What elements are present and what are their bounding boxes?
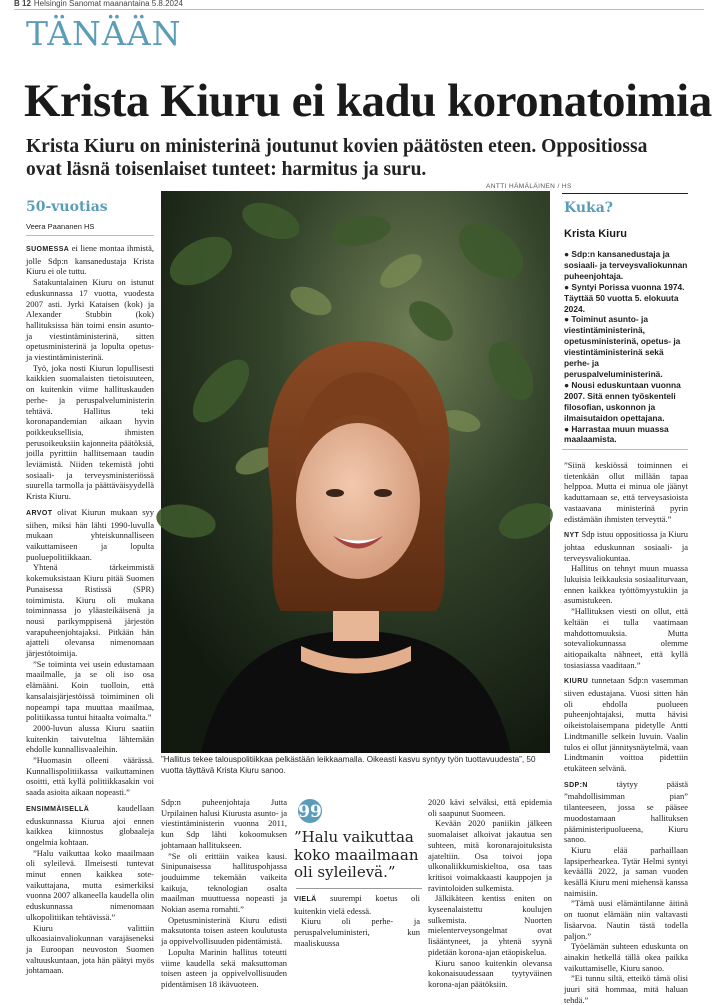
- paragraph-text: Opetusministerinä Kiuru edisti maksutonta toisen asteen koulutusta ja oppivelvollisuuden pidentämistä.: [161, 914, 287, 947]
- paragraph: [26, 243, 154, 277]
- center-article-column-cont: [294, 893, 420, 997]
- paragraph: [428, 818, 552, 893]
- pull-quote-rule: [296, 888, 422, 889]
- paragraph-text: ”Ei tunnu siltä, etteikö tämä olisi juuri sitä hommaa, mitä haluan tehdä.”: [564, 973, 688, 1005]
- portrait-photo: [161, 191, 550, 753]
- paragraph-text: täytyy päästä ”mahdollisimman pian” tilanteeseen, jossa se pääsee muodostamaan hallituksen pääministeripuolueena, Kiuru sanoo.: [564, 778, 689, 845]
- paragraph: [161, 915, 287, 947]
- paragraph-text: Kiuru elää parhaillaan lapsiperhearkea. Tytär Helmi syntyi keväällä 2022, ja saman vuoden kesällä Kiuru meni miehensä kanssa naimisiin.: [564, 844, 688, 898]
- page-header: B 12 Helsingin Sanomat maanantaina 5.8.2024: [14, 0, 183, 8]
- paragraph-text: Jälkikäteen kentiss eniten on kyseenalaistettu koulujen sulkemista. Nuorten mielenterveysongelmat ovat lisääntyneet, ja yhtenä syynä pidetään korona-ajan etäopiskelua.: [428, 893, 552, 957]
- paragraph: [564, 898, 688, 941]
- factbox-bottom-rule: [562, 449, 688, 450]
- paragraph-text: Satakuntalainen Kiuru on istunut eduskunnassa 17 vuotta, vuodesta 2007 asti. Jyrki Kataisen (kok) ja Alexander Stubbin (kok) hallituksissa hän toimi ensin asunto- ja viestintäministerinä, sitten opetusministerinä ja lopulta opetus- ja viestintäministerinä.: [26, 277, 154, 363]
- paragraph: [564, 460, 688, 524]
- paragraph: [564, 973, 688, 1005]
- paragraph: [26, 659, 154, 723]
- paragraph: [26, 507, 154, 563]
- factbox-item: ● Toiminut asunto- ja viestintäministerinä, opetusministerinä, opetus- ja viestintäministerinä sekä perhe- ja peruspalveluministerinä.: [564, 314, 681, 379]
- paragraph-kicker: SUOMESSA: [26, 246, 70, 253]
- paragraph-text: ”Se toiminta vei usein edustamaan maailmalle, ja se oli iso osa elämääni. Koin tuolloin, että kansalaisjärjestöissä toimiminen oli nopeampi tapa muuttaa maailmaa, politiikassa tuntui hitaalta voimalta.”: [26, 658, 154, 723]
- paragraph: [26, 923, 154, 977]
- paragraph-text: Kiuru valittiin ulkoasiainvaliokunnan varajäseneksi ja Euroopan neuvoston Suomen valtuuskuntaan, jota hän päätyi myös johtamaan.: [26, 922, 154, 976]
- paragraph-kicker: NYT: [564, 532, 580, 540]
- paragraph: [428, 893, 552, 957]
- paragraph-text: 2000-luvun alussa Kiuru saatiin kuitenkin taivuteltua lähtemään ehdolle kunnallisvaaleihin.: [26, 722, 154, 755]
- paragraph-kicker: ENSIMMÄISELLÄ: [26, 805, 90, 813]
- paragraph: [294, 893, 420, 916]
- paragraph: [564, 529, 688, 563]
- center-article-column: [161, 797, 287, 997]
- paragraph-text: 2020 kävi selväksi, että epidemia oli saapunut Suomeen.: [428, 797, 552, 818]
- paragraph-kicker: VIELÄ: [294, 896, 317, 903]
- paragraph: [161, 851, 287, 915]
- paragraph-text: Kiuru oli perhe- ja peruspalveluministeri, kun maaliskuussa: [294, 916, 420, 948]
- factbox-item: ● Syntyi Porissa vuonna 1974. Täyttää 50 vuotta 5. elokuuta 2024.: [564, 281, 685, 314]
- factbox-top-rule: [562, 193, 688, 194]
- factbox-item: ● Harrastaa muun muassa maalaamista.: [564, 423, 669, 445]
- paragraph-kicker: KIURU: [564, 678, 589, 686]
- photo-credit: ANTTI HÄMÄLÄINEN / HS: [486, 183, 572, 190]
- paragraph: [26, 277, 154, 363]
- paragraph: [564, 845, 688, 899]
- paragraph: [26, 755, 154, 798]
- factbox-heading: Kuka?: [564, 200, 614, 216]
- paragraph-text: Työ, joka nosti Kiurun lopullisesti kaikkien suomalaisten tietoisuuteen, on kuitenkin viime hallituskauden perhe- ja peruspalveluministerin tehtävä. Hallitus teki koronapandemian aikaan hyvin poikkeuksellisia, ihmisten perusoikeuksiin kajonneita päätöksiä, joilla pyrittiin hallitsemaan taudin leviämistä. Niiden tekemistä johti sosiaali- ja terveysministeriössä suurella tarmolla ja päättäväisyydellä Krista Kiuru.: [26, 362, 154, 502]
- lead-paragraph: Krista Kiuru on ministerinä joutunut kovien päätösten eteen. Oppositiossa ovat läsnä toisenlaiset tunteet: harmitus ja suru.: [26, 136, 648, 180]
- paragraph-text: Työelämän suhteen eduskunta on ainakin hetkellä tällä okea paikka vaikuttamiselle, Kiuru sanoo.: [564, 941, 688, 973]
- portrait-illustration: [161, 191, 550, 753]
- paragraph: [26, 562, 154, 658]
- paragraph: [428, 958, 552, 990]
- paragraph: [564, 779, 688, 845]
- byline: Veera Paananen HS: [26, 222, 95, 231]
- paragraph: [161, 947, 287, 990]
- paragraph: [294, 916, 420, 948]
- paragraph-text: Kiuru sanoo kuitenkin olevansa kokonaisuudessaan tyytyväinen korona-ajan päätöksiin.: [428, 957, 552, 989]
- paragraph-text: Lopulta Marinin hallitus toteutti viime kaudella sekä maksuttoman toisen asteen ja oppivelvollisuuden pidentämisen 18 ikävuoteen.: [161, 946, 287, 989]
- paragraph-text: olivat Kiurun mukaan syy siihen, miksi hän lähti 1990-luvulla mukaan yhteiskunnalliseen vaikuttamiseen ja lopulta puoluepolitiikkaan.: [26, 506, 155, 562]
- left-article-column: [26, 243, 154, 995]
- paragraph: [26, 848, 154, 923]
- paragraph-text: tunnetaan Sdp:n vasemman siiven edustajana. Vuosi sitten hän oli ehdolla puolueen puheenjohtajaksi, mutta hävisi oikeistolaisempana pidetylle Antti Lindtmanille selkein luvuin. Vaalin tulos ei ollut jännitysnäytelmä, vaan Lindtmanin voittoa pidettiin etukäteen selvänä.: [564, 675, 688, 773]
- paragraph-text: kaudellaan eduskunnassa Kiurua ajoi ennen kaikkea kiinnostus globaaleja ongelmia kohtaan.: [26, 802, 154, 847]
- paragraph: [564, 941, 688, 973]
- paragraph: [26, 803, 154, 848]
- paragraph-text: ”Tämä uusi elämäntilanne äitinä on tuonut elämään niin valtavasti lisäarvoa. Nautin tästä todella paljon.”: [564, 898, 688, 941]
- header-rule: [14, 9, 704, 10]
- quote-mark-icon: 99: [298, 799, 322, 823]
- paragraph: [26, 363, 154, 502]
- paragraph-text: ”Siinä keskiössä toiminnen ei tietenkään ollut millään tapaa helppoa. Mutta ei minua ole jäänyt kaduttamaan se, että terveysasioista vastaavana ministerinä pyrin edistämään ihmisten terveyttä.”: [564, 460, 688, 524]
- paragraph-text: Sdp:n puheenjohtaja Jutta Urpilainen halusi Kiurusta asunto- ja viestintäministerin vuonna 2011, kun Sdp lähti kokoomuksen johtamaan hallitukseen.: [161, 797, 287, 850]
- paragraph-text: Hallitus on tehnyt muun muassa lukuisia leikkauksia sosiaaliturvaan, ennen kaikkea työttömyystukiin ja asumistukeen.: [564, 563, 688, 606]
- paragraph-text: ”Hallituksen viesti on ollut, että keltään ei tulla vaatimaan mahdottomuuksia. Mutta sotevaliokunnassa olemme aitiopaikalta nähneet, että kyllä tosiasiassa vaaditaan.”: [564, 606, 688, 670]
- section-title: TÄNÄÄN: [26, 14, 182, 53]
- paragraph-kicker: SDP:N: [564, 781, 588, 789]
- factbox-item: ● Nousi eduskuntaan vuonna 2007. Sitä ennen työskenteli filosofian, uskonnon ja ilmaisutaidon opettajana.: [564, 379, 681, 423]
- photo-caption: ”Hallitus tekee talouspolitiikkaa pelkästään leikkaamalla. Oikeasti kasvu syntyy työn tuottavuudesta”, 50 vuotta täyttävä Krista Kiuru sanoo.: [161, 755, 536, 775]
- left-column-heading: 50-vuotias: [26, 199, 108, 215]
- right-bottom-article-column: [428, 797, 552, 997]
- paragraph-text: ”Halu vaikuttaa koko maailmaan oli syleilevä. Ilmeisesti tuntevat minut ennen kaikkea sote-vaikuttajana, mutta esimerkiksi vuonna 2007 alkaneella kaudella olin eduskunnassa nimenomaan ulkopolitiikan tehtävissä.”: [26, 847, 154, 922]
- paragraph: [26, 723, 154, 755]
- paragraph-text: ei liene montaa ihmistä, jolle Sdp:n kansanedustaja Krista Kiuru ei ole tuttu.: [26, 243, 155, 277]
- pull-quote: ”Halu vaikuttaa koko maailmaan oli syleilevä.”: [294, 828, 419, 881]
- paragraph-text: Kevään 2020 paniikin jälkeen suomalaiset alkoivat jakautua sen suhteen, mitä koronarajoituksista ajateltiin. Osa toivoi jopa ulkonaliikkumiskieltoa, osa taas kritisoi voimakkaasti kauppojen ja ravintoloiden sulkemista.: [428, 818, 552, 893]
- paragraph: [161, 797, 287, 851]
- paragraph: [428, 797, 552, 818]
- paragraph-kicker: ARVOT: [26, 509, 53, 517]
- paragraph: [564, 563, 688, 606]
- paragraph-text: ”Se oli erittäin vaikea kausi. Sinipunaisessa hallituspohjassa jouduimme tekemään vaikeita kaikuja, teknologian osalta maailman muuttuessa nopeasti ja Nokian asema romahti.”: [161, 850, 287, 915]
- factbox-list: [564, 249, 688, 445]
- paragraph-text: Yhtenä tärkeimmistä kokemuksistaan Kiuru pitää Suomen Punaisessa Ristissä (SPR) toimimista. Kiuru oli mukana toiminnassa jo yläasteikäisenä ja nousi parikymppisenä järjestön varapuheenjohtajaksi. Pitkään hän ajatteli olevansa nimenomaan järjestötoimija.: [26, 562, 154, 659]
- paragraph: [564, 606, 688, 670]
- right-article-column: [564, 460, 689, 1005]
- factbox-name: Krista Kiuru: [564, 228, 627, 240]
- paragraph: [564, 675, 688, 773]
- headline: Krista Kiuru ei kadu koronatoimia: [24, 75, 712, 127]
- paragraph-text: Sdp istuu oppositiossa ja Kiuru johtaa eduskunnan sosiaali- ja terveysvaliokuntaa.: [564, 529, 689, 563]
- byline-rule: [26, 235, 154, 236]
- factbox-item: ● Sdp:n kansanedustaja ja sosiaali- ja terveysvaliokunnan puheenjohtaja.: [564, 249, 688, 281]
- paragraph-text: suurempi koetus oli kuitenkin vielä edessä.: [294, 893, 420, 916]
- paragraph-text: ”Huomasin olleeni väärässä. Kunnallispolitiikassa vaikuttaminen osoitti, että kyllä politiikkasakin voi saada asioita aikaan nopeasti.”: [26, 755, 154, 798]
